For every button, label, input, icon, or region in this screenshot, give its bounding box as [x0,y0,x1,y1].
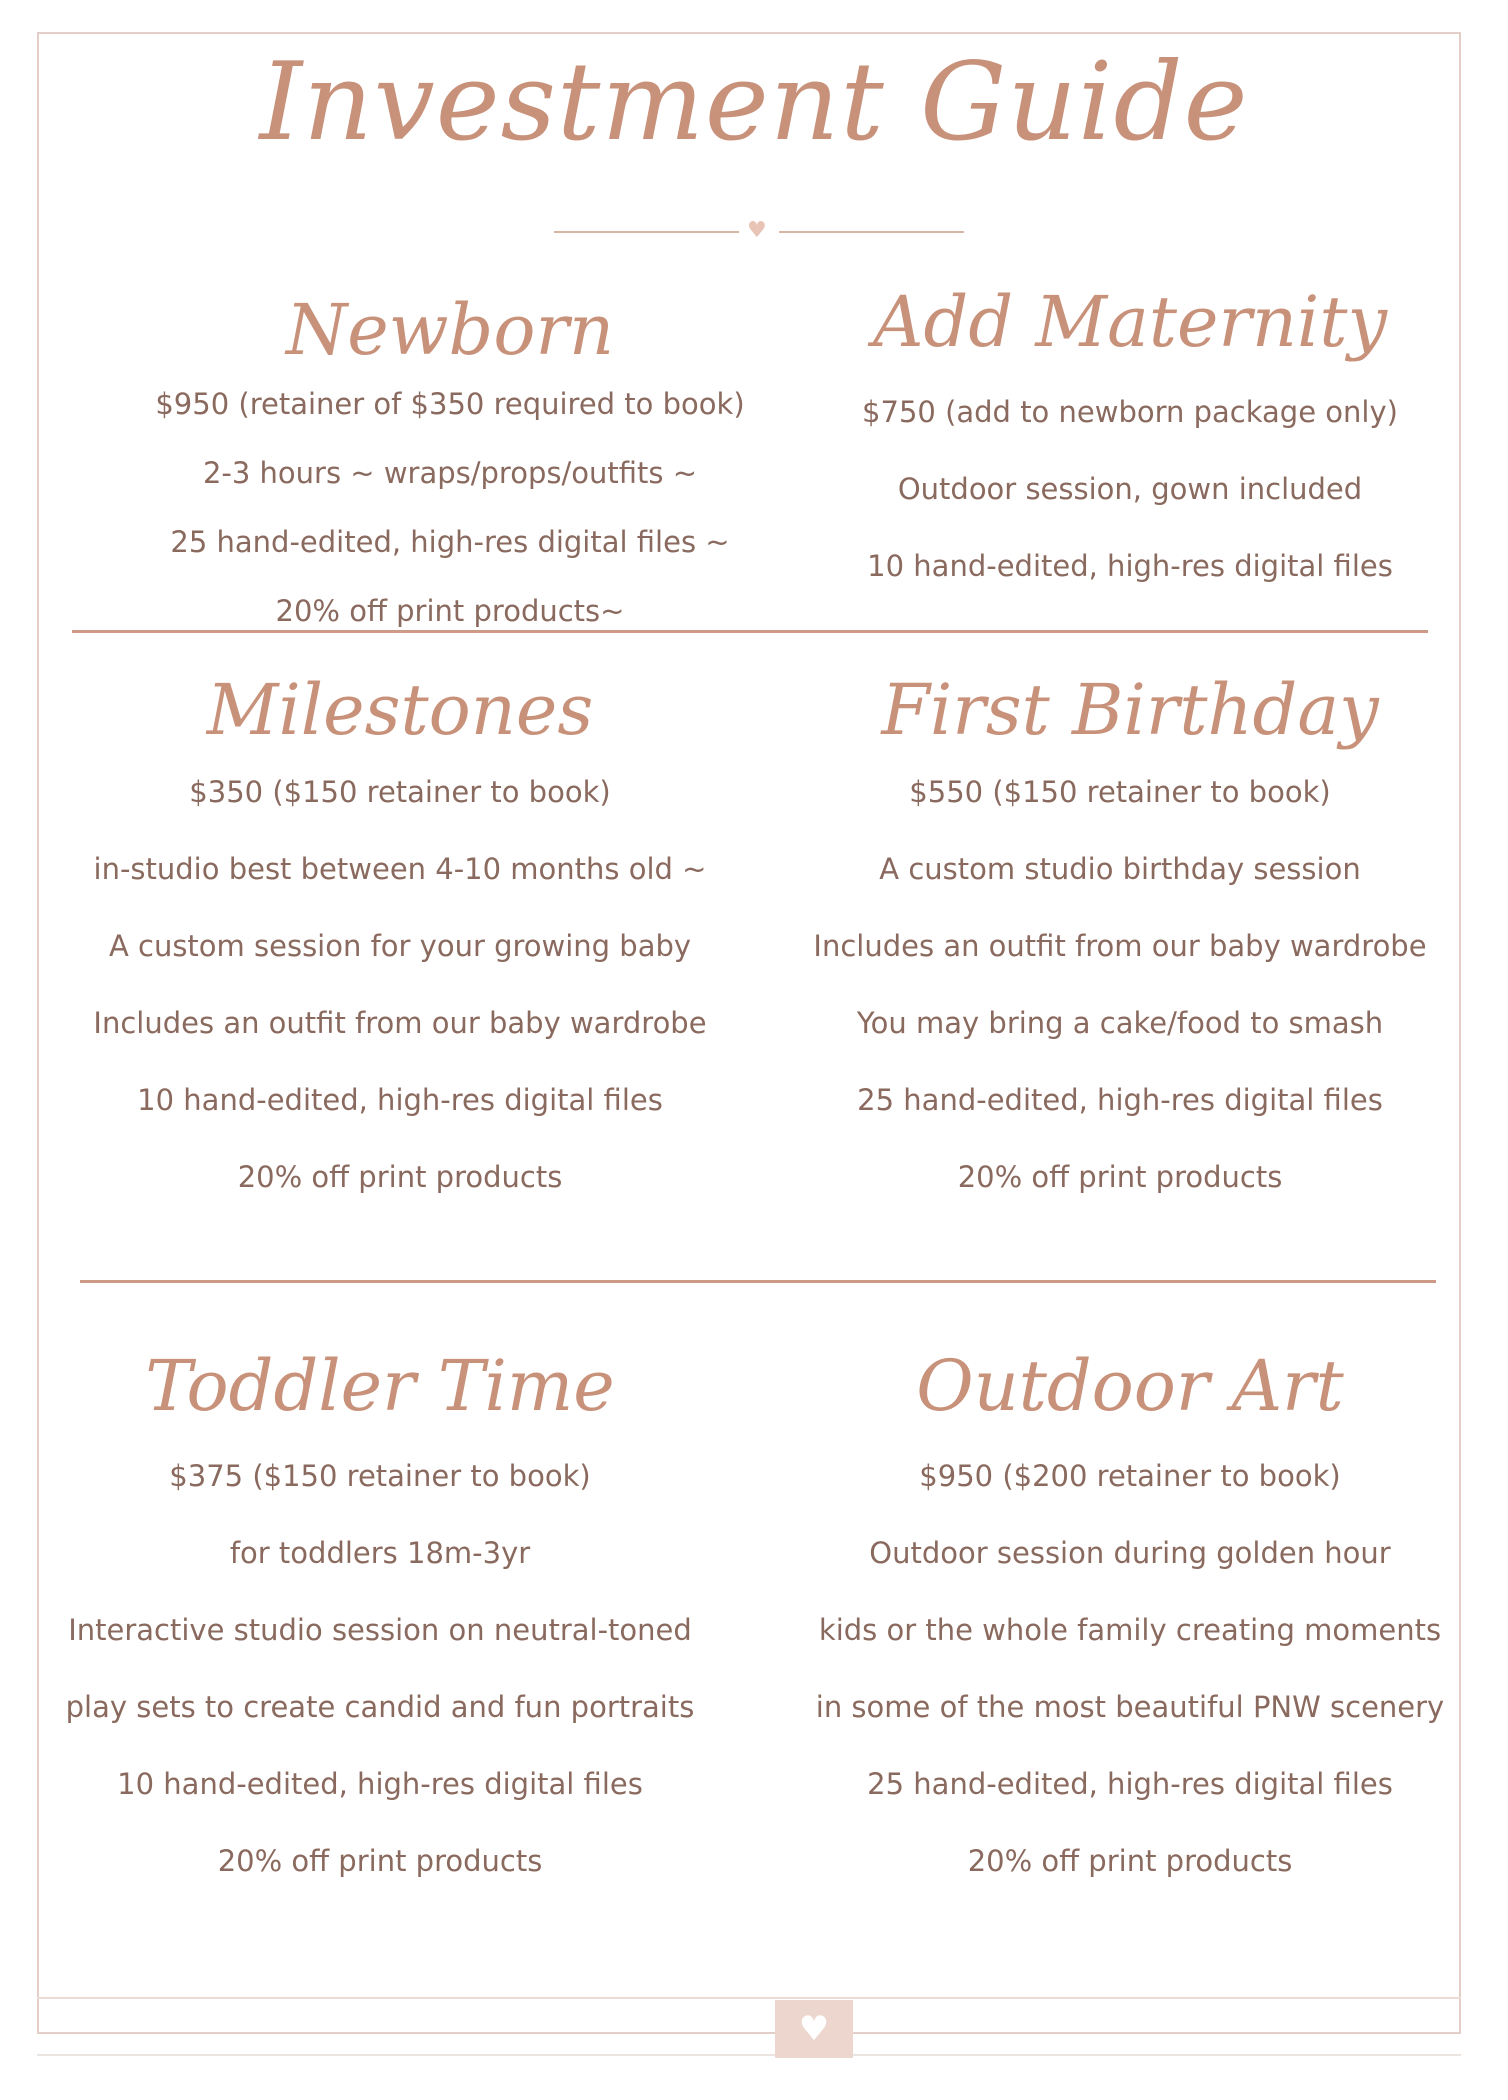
list-item: Interactive studio session on neutral-toned [68,1613,692,1647]
list-item: Outdoor session during golden hour [869,1536,1391,1570]
list-item: A custom studio birthday session [879,852,1361,886]
list-item: Includes an outfit from our baby wardrobe [93,1006,707,1040]
title-ornament [554,218,964,243]
list-item: $550 ($150 retainer to book) [909,775,1331,809]
section-items-newborn [100,370,800,646]
list-item: in-studio best between 4-10 months old ~ [93,852,707,886]
page-bottom-line [37,2054,1461,2056]
section-items-add-maternity [800,374,1460,605]
list-item: 20% off print products [957,1160,1283,1194]
list-item: for toddlers 18m-3yr [229,1536,531,1570]
list-item: 25 hand-edited, high-res digital files [857,1083,1383,1117]
list-item: 2-3 hours ~ wraps/props/outfits ~ [202,456,698,490]
list-item: 10 hand-edited, high-res digital files [867,549,1393,583]
list-item: 25 hand-edited, high-res digital files [867,1767,1393,1801]
section-title-toddler-time: Toddler Time [145,1345,615,1427]
section-items-milestones [50,754,750,1216]
section-divider [80,1280,1436,1283]
list-item: 10 hand-edited, high-res digital files [117,1767,643,1801]
ornament-line-right [779,231,964,233]
list-item: $375 ($150 retainer to book) [169,1459,591,1493]
list-item: play sets to create candid and fun portraits [65,1690,695,1724]
list-item: A custom session for your growing baby [108,929,692,963]
section-title-milestones: Milestones [206,669,594,751]
list-item: in some of the most beautiful PNW scenery [815,1690,1445,1724]
list-item: Outdoor session, gown included [897,472,1363,506]
heart-icon: ♥ [798,2009,830,2049]
section-title-outdoor-art: Outdoor Art [916,1345,1344,1427]
section-title-newborn: Newborn [285,289,615,371]
list-item: 25 hand-edited, high-res digital files ~ [170,525,730,559]
section-divider [72,630,1428,633]
list-item: You may bring a cake/food to smash [856,1006,1384,1040]
list-item: $950 (retainer of $350 required to book) [155,387,745,421]
list-item: $350 ($150 retainer to book) [189,775,611,809]
frame-footer-line [37,1997,1461,1999]
heart-icon: ♥ [747,218,767,243]
section-title-first-birthday: First Birthday [881,669,1379,751]
list-item: 20% off print products~ [275,594,625,628]
list-item: 20% off print products [237,1160,563,1194]
ornament-line-left [554,231,739,233]
list-item: kids or the whole family creating moments [818,1613,1442,1647]
page-title: Investment Guide [259,40,1249,165]
section-title-add-maternity: Add Maternity [873,281,1387,363]
list-item: $950 ($200 retainer to book) [919,1459,1341,1493]
section-items-outdoor-art [800,1438,1460,1900]
list-item: $750 (add to newborn package only) [862,395,1398,429]
section-items-first-birthday [790,754,1450,1216]
list-item: 10 hand-edited, high-res digital files [137,1083,663,1117]
section-items-toddler-time [30,1438,730,1900]
list-item: Includes an outfit from our baby wardrobe [813,929,1427,963]
list-item: 20% off print products [217,1844,543,1878]
list-item: 20% off print products [967,1844,1293,1878]
footer-heart-tile [775,2000,853,2058]
